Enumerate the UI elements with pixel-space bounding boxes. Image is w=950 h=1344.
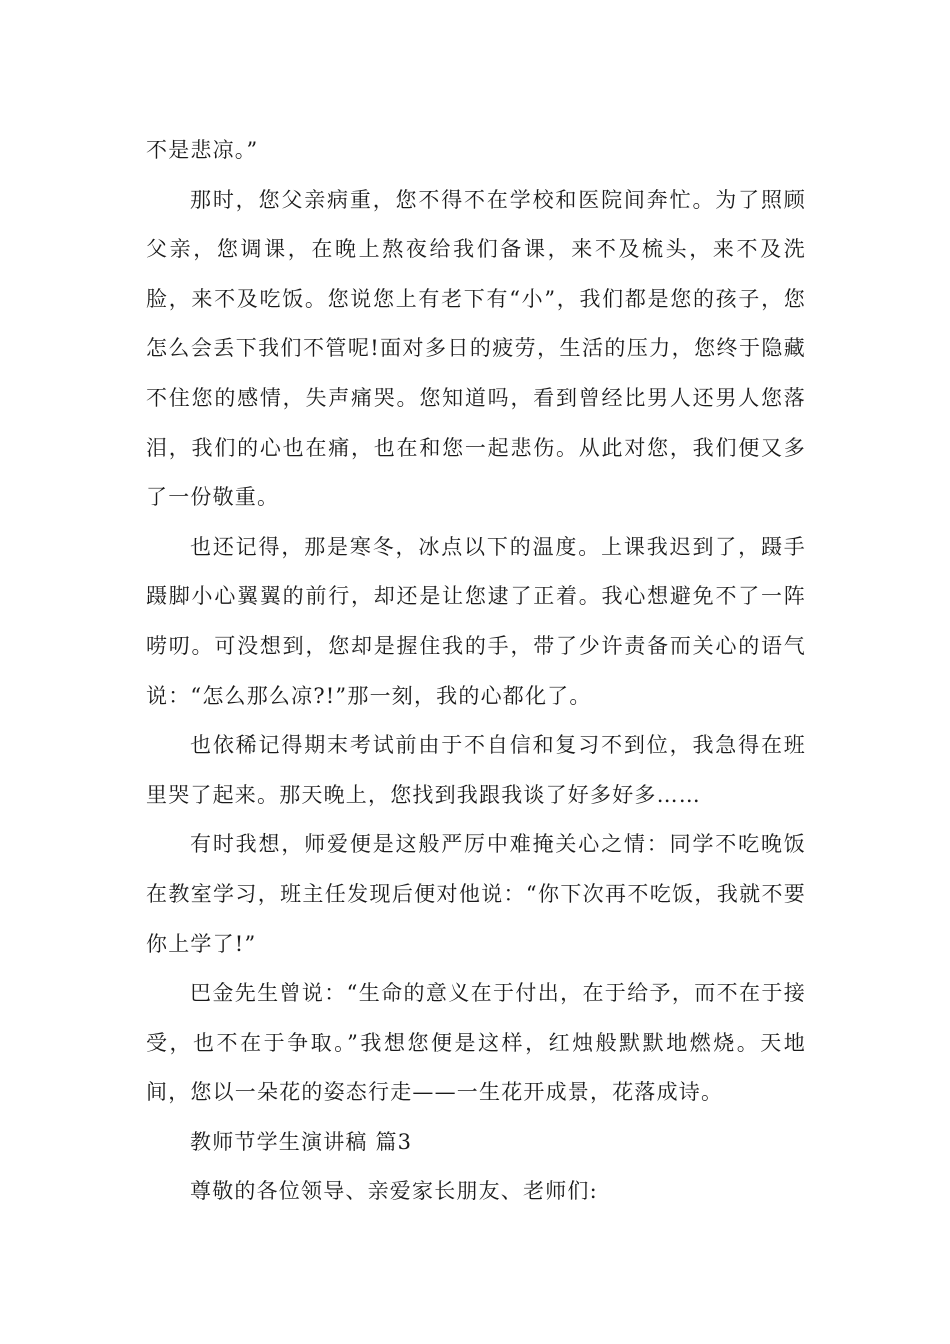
paragraph-teacher-love: 有时我想，师爱便是这般严厉中难掩关心之情：同学不吃晚饭在教室学习，班主任发现后便对他说：“你下次再不吃饭，我就不要你上学了!” <box>146 832 806 956</box>
document-body <box>146 126 806 1217</box>
paragraph-father-ill: 那时，您父亲病重，您不得不在学校和医院间奔忙。为了照顾父亲，您调课，在晚上熬夜给我们备课，来不及梳头，来不及洗脸，来不及吃饭。您说您上有老下有“小”，我们都是您的孩子，您怎么会丢下我们不管呢!面对多日的疲劳，生活的压力，您终于隐藏不住您的感情，失声痛哭。您知道吗，看到曾经比男人还男人您落泪，我们的心也在痛，也在和您一起悲伤。从此对您，我们便又多了一份敬重。 <box>146 187 806 510</box>
paragraph-ba-jin-quote: 巴金先生曾说：“生命的意义在于付出，在于给予，而不在于接受，也不在于争取。”我想您便是这样，红烛般默默地燃烧。天地间，您以一朵花的姿态行走——一生花开成景，花落成诗。 <box>146 981 806 1105</box>
greeting-line: 尊敬的各位领导、亲爱家长朋友、老师们: <box>190 1179 598 1204</box>
section-heading: 教师节学生演讲稿 篇3 <box>190 1129 413 1154</box>
paragraph-exam-memory: 也依稀记得期末考试前由于不自信和复习不到位，我急得在班里哭了起来。那天晚上，您找到我跟我谈了好多好多…… <box>146 733 806 807</box>
paragraph-continuation: 不是悲凉。” <box>146 138 259 162</box>
paragraph-winter-memory: 也还记得，那是寒冬，冰点以下的温度。上课我迟到了，蹑手蹑脚小心翼翼的前行，却还是让您逮了正着。我心想避免不了一阵唠叨。可没想到，您却是握住我的手，带了少许责备而关心的语气说：“怎么那么凉?!”那一刻，我的心都化了。 <box>146 534 806 708</box>
